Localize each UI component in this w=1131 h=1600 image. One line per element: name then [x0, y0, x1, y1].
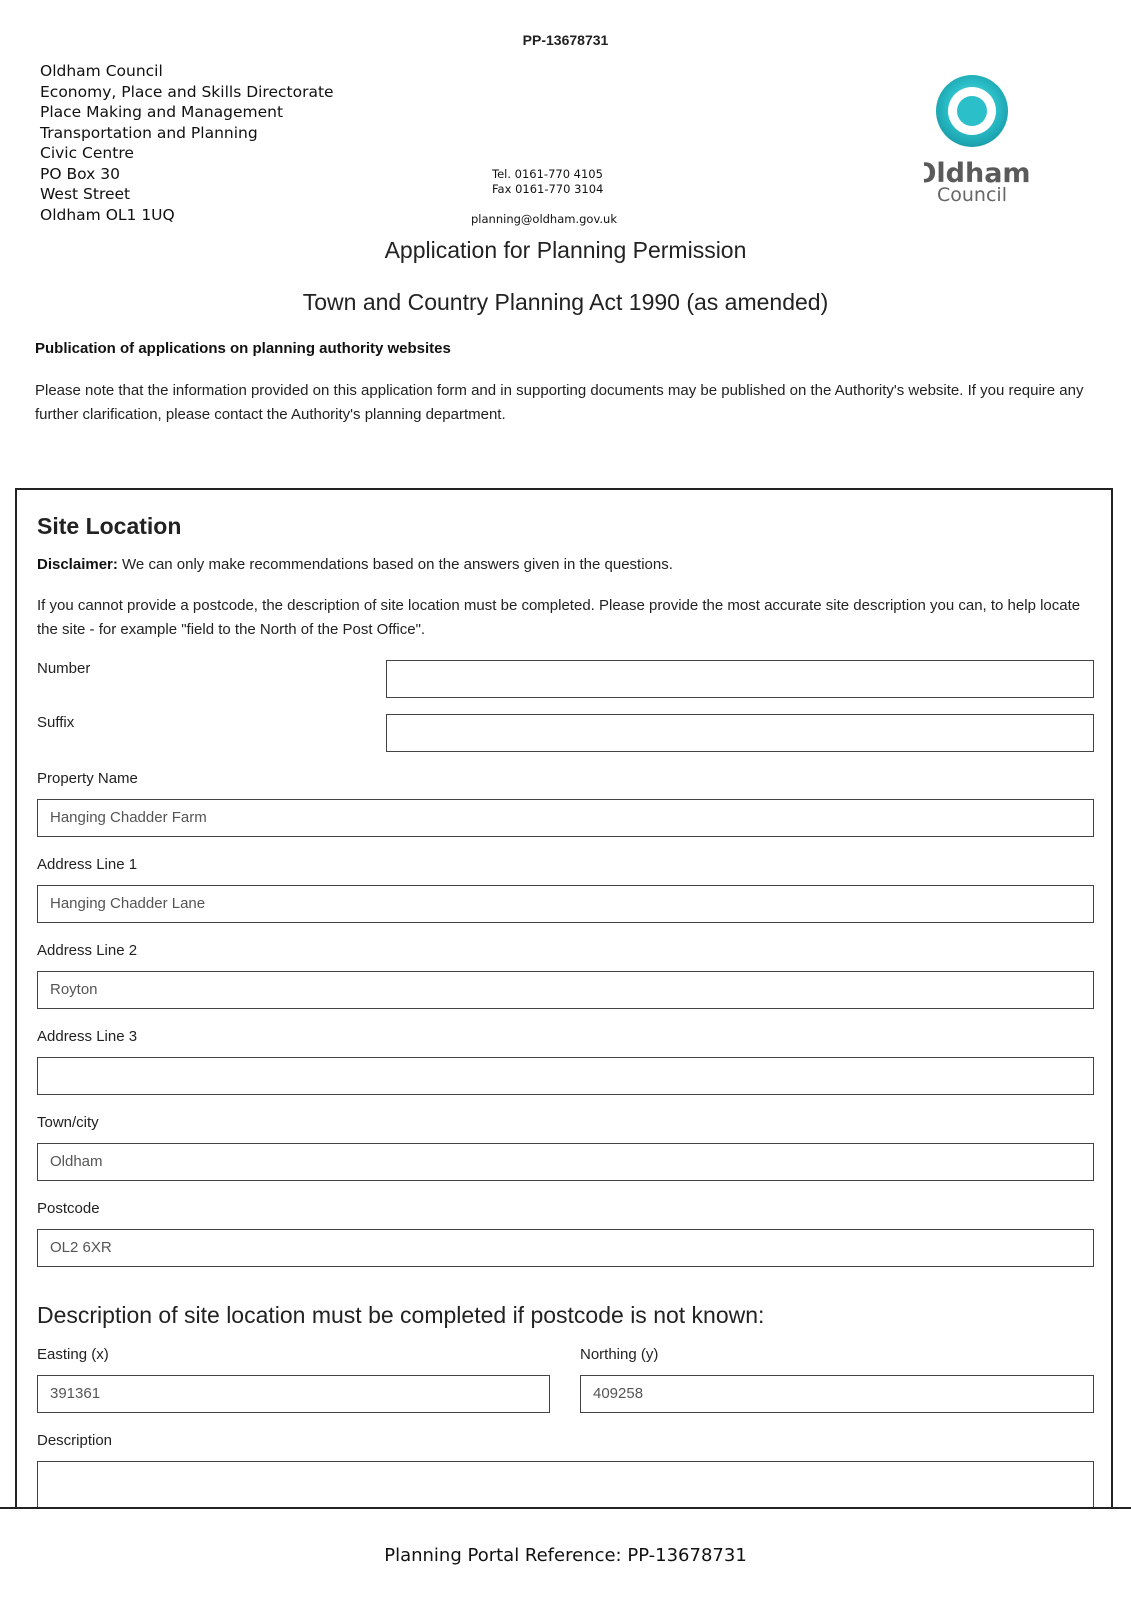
- address-line: Place Making and Management: [40, 103, 284, 121]
- form-title: Application for Planning Permission: [384, 237, 747, 263]
- address-line: Transportation and Planning: [40, 123, 258, 142]
- easting-label: Easting (x): [37, 1346, 109, 1363]
- address-line-3-field[interactable]: [37, 1057, 1094, 1095]
- address-line: Civic Centre: [40, 144, 134, 162]
- address-line-2-field[interactable]: Royton: [37, 971, 1094, 1009]
- address-line: PO Box 30: [40, 164, 120, 183]
- address-line: West Street: [40, 185, 131, 203]
- property-name-label: Property Name: [37, 770, 138, 787]
- number-field[interactable]: [386, 660, 1094, 698]
- property-name-field[interactable]: Hanging Chadder Farm: [37, 799, 1094, 837]
- footer-divider: [0, 1507, 1131, 1509]
- address-line: Oldham Council: [40, 62, 163, 80]
- address-line-3-label: Address Line 3: [37, 1028, 138, 1045]
- address-line: Oldham OL1 1UQ: [40, 205, 175, 224]
- suffix-field[interactable]: [386, 714, 1094, 752]
- address-line-1-label: Address Line 1: [37, 856, 138, 873]
- disclaimer-text: We can only make recommendations based on the answers given in the questions.: [117, 556, 673, 573]
- disclaimer-label: Disclaimer:: [37, 556, 118, 573]
- address-line: Economy, Place and Skills Directorate: [40, 82, 334, 101]
- suffix-label: Suffix: [37, 714, 75, 731]
- oldham-council-logo: [924, 70, 1064, 210]
- authority-address: [40, 61, 334, 225]
- town-city-field[interactable]: Oldham: [37, 1143, 1094, 1181]
- publication-notice: Please note that the information provided on this application form and in supporting documents may be published on the Authority's website. If you require any further clarification, please contact the Authority's planning department.: [35, 382, 1084, 423]
- address-line-2-label: Address Line 2: [37, 942, 138, 959]
- svg-text:Council: Council: [937, 184, 1007, 206]
- northing-label: Northing (y): [580, 1346, 659, 1363]
- contact-fax: Fax 0161-770 3104: [492, 182, 604, 196]
- footer-reference: Planning Portal Reference: PP-13678731: [384, 1545, 747, 1566]
- disclaimer: [37, 556, 1097, 573]
- town-city-label: Town/city: [37, 1114, 99, 1131]
- description-textarea[interactable]: [37, 1461, 1094, 1507]
- reference-number: PP-13678731: [522, 32, 609, 48]
- svg-text:Oldham: Oldham: [924, 158, 1031, 189]
- contact-email-link[interactable]: planning@oldham.gov.uk: [471, 212, 617, 226]
- description-label: Description: [37, 1432, 113, 1449]
- description-heading: Description of site location must be completed if postcode is not known:: [37, 1302, 765, 1328]
- site-location-instructions: If you cannot provide a postcode, the description of site location must be completed. Please provide the most accurate site description you can, to help locate the site - for example "field to the North of the Post Office".: [37, 597, 1081, 638]
- postcode-field[interactable]: OL2 6XR: [37, 1229, 1094, 1267]
- section-title: Site Location: [37, 513, 182, 539]
- easting-field[interactable]: 391361: [37, 1375, 550, 1413]
- publication-heading: Publication of applications on planning authority websites: [35, 340, 451, 357]
- address-line-1-field[interactable]: Hanging Chadder Lane: [37, 885, 1094, 923]
- northing-field[interactable]: 409258: [580, 1375, 1094, 1413]
- oldham-council-logo-icon: [924, 70, 1064, 210]
- form-subtitle: Town and Country Planning Act 1990 (as amended): [302, 289, 829, 315]
- number-label: Number: [37, 660, 91, 677]
- postcode-label: Postcode: [37, 1200, 100, 1217]
- contact-telephone: Tel. 0161-770 4105: [492, 167, 603, 181]
